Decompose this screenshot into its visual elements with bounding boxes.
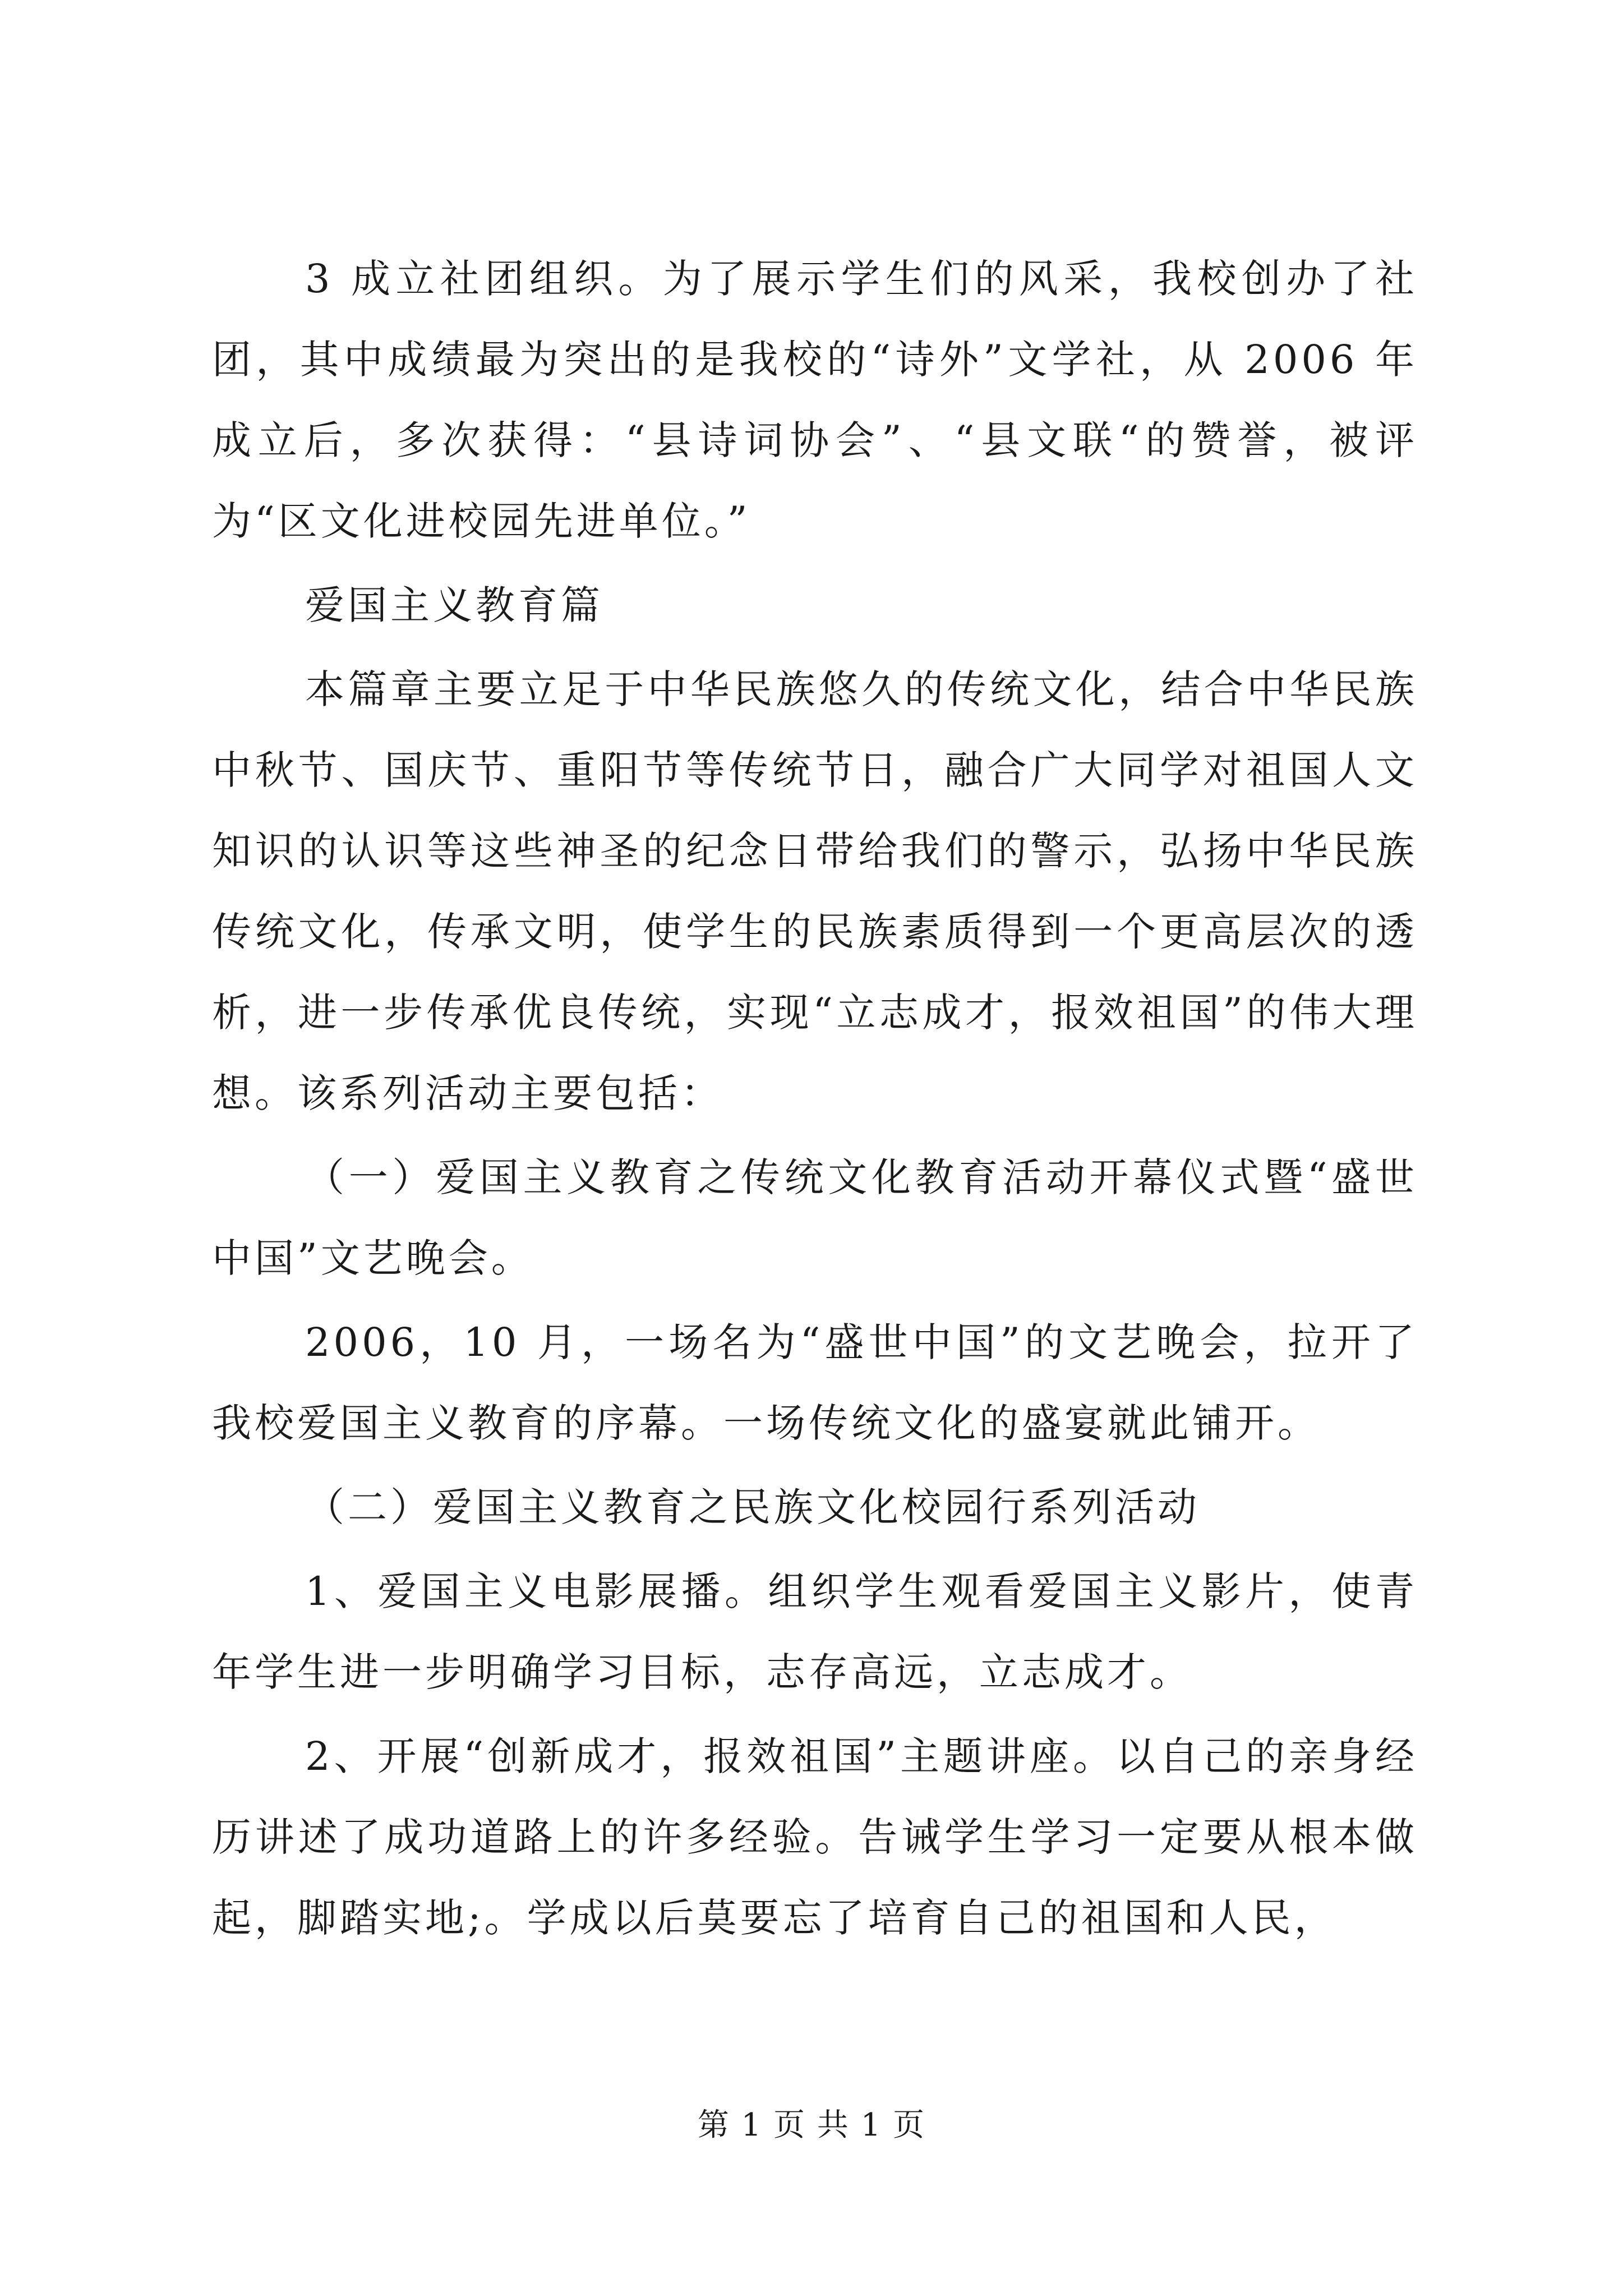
document-body xyxy=(212,238,1418,1958)
subheading-part-two: （二）爱国主义教育之民族文化校园行系列活动 xyxy=(305,1484,1200,1530)
subheading-part-one: （一）爱国主义教育之传统文化教育活动开幕仪式暨“盛世中国”文艺晚会。 xyxy=(212,1154,1418,1281)
paragraph-gala: 2006，10 月，一场名为“盛世中国”的文艺晚会，拉开了我校爱国主义教育的序幕。一场传统文化的盛宴就此铺开。 xyxy=(212,1319,1418,1446)
paragraph-lecture: 2、开展“创新成才，报效祖国”主题讲座。以自己的亲身经历讲述了成功道路上的许多经验。告诫学生学习一定要从根本做起，脚踏实地;。学成以后莫要忘了培育自己的祖国和人民， xyxy=(212,1733,1418,1941)
paragraph-intro: 本篇章主要立足于中华民族悠久的传统文化，结合中华民族中秋节、国庆节、重阳节等传统节日，融合广大同学对祖国人文知识的认识等这些神圣的纪念日带给我们的警示，弘扬中华民族传统文化，传承文明，使学生的民族素质得到一个更高层次的透析，进一步传承优良传统，实现“立志成才，报效祖国”的伟大理想。该系列活动主要包括： xyxy=(212,666,1418,1116)
section-heading-patriotism: 爱国主义教育篇 xyxy=(305,582,603,628)
paragraph-clubs: 3 成立社团组织。为了展示学生们的风采，我校创办了社团，其中成绩最为突出的是我校的“诗外”文学社，从 2006 年成立后，多次获得：“县诗词协会”、“县文联“的赞誉，被评为“区文化进校园先进单位。” xyxy=(212,256,1418,544)
page-footer: 第 1 页 共 1 页 xyxy=(697,2107,926,2143)
paragraph-film: 1、爱国主义电影展播。组织学生观看爱国主义影片，使青年学生进一步明确学习目标，志存高远，立志成才。 xyxy=(212,1568,1418,1695)
